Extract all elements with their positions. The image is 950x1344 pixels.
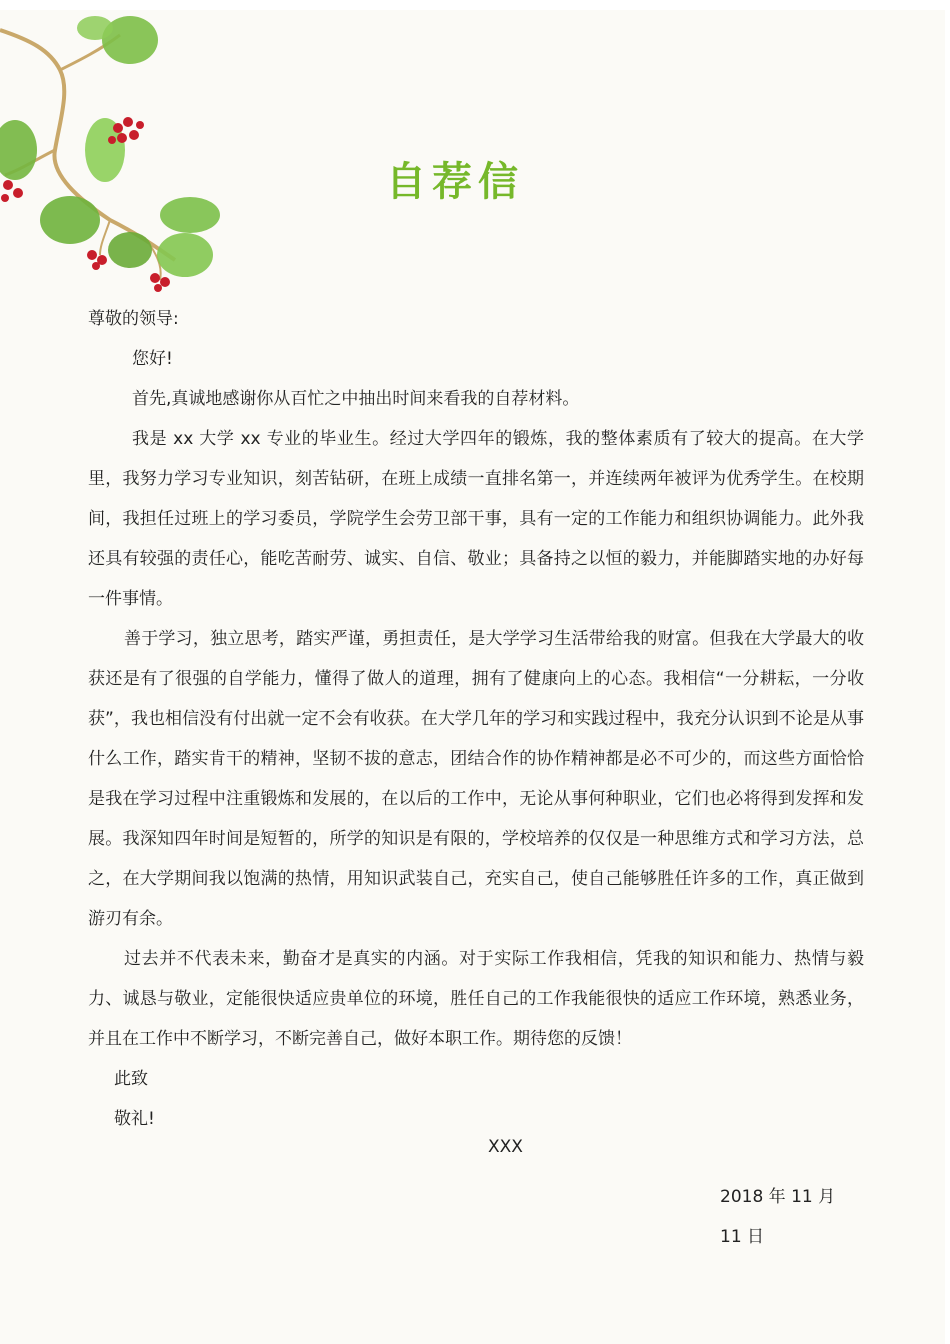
letter-title: 自荐信	[386, 159, 524, 205]
closing-line-2: 敬礼!	[114, 1109, 155, 1129]
paragraph-2: 善于学习，独立思考，踏实严谨，勇担责任，是大学学习生活带给我的财富。但我在大学最大的收获还是有了很强的自学能力，懂得了做人的道理，拥有了健康向上的心态。我相信“一分耕耘，一分收获”，我也相信没有付出就一定不会有收获。在大学几年的学习和实践过程中，我充分认识到不论是从事什么工作，踏实肯干的精神，坚韧不拔的意志，团结合作的协作精神都是必不可少的，而这些方面恰恰是我在学习过程中注重锻炼和发展的，在以后的工作中，无论从事何种职业，它们也必将得到发挥和发展。我深知四年时间是短暂的，所学的知识是有限的，学校培养的仅仅是一种思维方式和学习方法，总之，在大学期间我以饱满的热情，用知识武装自己，充实自己，使自己能够胜任许多的工作，真正做到游刃有余。	[88, 629, 864, 929]
paragraph-1: 我是 xx 大学 xx 专业的毕业生。经过大学四年的锻炼，我的整体素质有了较大的提高。在大学里，我努力学习专业知识，刻苦钻研，在班上成绩一直排名第一，并连续两年被评为优秀学生。在校期间，我担任过班上的学习委员，学院学生会劳卫部干事，具有一定的工作能力和组织协调能力。此外我还具有较强的责任心，能吃苦耐劳、诚实、自信、敬业；具备持之以恒的毅力，并能脚踏实地的办好每一件事情。	[88, 429, 864, 609]
intro-paragraph: 首先,真诚地感谢你从百忙之中抽出时间来看我的自荐材料。	[132, 389, 580, 409]
signature: XXX	[488, 1137, 523, 1157]
paragraph-3: 过去并不代表未来，勤奋才是真实的内涵。对于实际工作我相信，凭我的知识和能力、热情与毅力、诚恳与敬业，定能很快适应贵单位的环境，胜任自己的工作我能很快的适应工作环境，熟悉业务，并且在工作中不断学习，不断完善自己，做好本职工作。期待您的反馈！	[88, 949, 864, 1049]
letter-date: 2018 年 11 月 11 日	[720, 1187, 836, 1247]
closing-line-1: 此致	[114, 1069, 148, 1089]
greeting: 您好!	[132, 349, 173, 369]
letter-body	[88, 299, 864, 1139]
salutation: 尊敬的领导:	[88, 309, 179, 329]
